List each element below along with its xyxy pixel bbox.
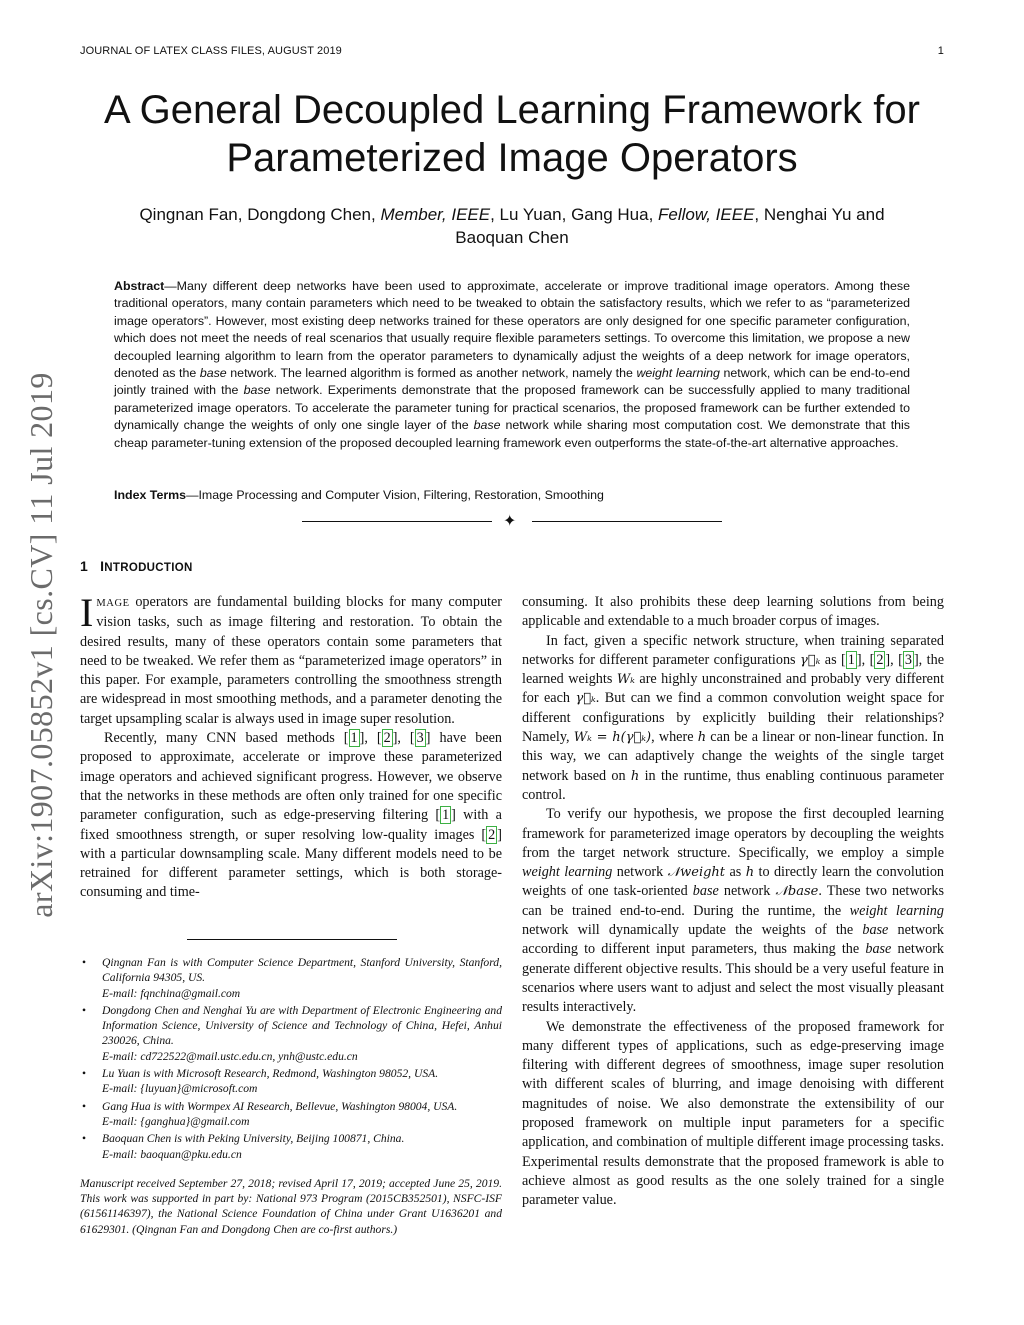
citation-link[interactable]: 1 xyxy=(350,730,358,747)
bullet-icon: • xyxy=(82,1132,87,1146)
right-text-3i: network generate different objective results. This should be a very useful feature in scenarios where users want to adjust and select the most visually pleasant results interactively. xyxy=(522,941,945,1016)
math-equation: Wₖ = h(γ⃗ₖ) xyxy=(573,730,652,746)
abstract-emph-3: base xyxy=(243,383,271,398)
left-paragraph-1 xyxy=(80,590,502,729)
abstract-emph-1: base xyxy=(199,366,227,381)
citation-link[interactable]: 3 xyxy=(416,730,424,747)
right-text-3h: network according to different input parameters, thus making the xyxy=(522,922,945,958)
right-text-2f: , where xyxy=(651,729,694,746)
divider-ornament: ✦ xyxy=(503,513,517,530)
affiliation-text: Qingnan Fan is with Computer Science Department, Stanford University, Stanford, California 94305, US. xyxy=(102,956,502,985)
math-n-weight: 𝒩weight xyxy=(667,865,726,881)
abstract xyxy=(114,278,910,452)
math-gamma-k: γ⃗ₖ xyxy=(575,691,596,707)
divider-rule-right xyxy=(532,521,722,522)
bullet-icon: • xyxy=(82,1067,87,1081)
math-wk: Wₖ xyxy=(616,672,635,688)
abstract-label: Abstract xyxy=(114,279,165,293)
right-text-2h: in the runtime, thus enabling continuous parameter control. xyxy=(522,767,944,803)
affiliation-list xyxy=(80,955,502,1162)
index-terms-label: Index Terms xyxy=(114,488,187,502)
affiliation-email: E-mail: {ganghua}@gmail.com xyxy=(102,1114,250,1128)
affiliation-email: E-mail: baoquan@pku.edu.cn xyxy=(102,1147,242,1161)
right-text-3g: network will dynamically update the weights of the xyxy=(522,922,854,939)
section-title-rest: NTRODUCTION xyxy=(104,562,193,574)
author-line-1 xyxy=(80,203,944,226)
math-n-base: 𝒩base xyxy=(775,884,819,900)
left-text-1: operators are fundamental building blocks for many computer vision tasks, such as image filtering and restoration. To obtain the desired results, many of these operators contain some parameters that need to be tweaked. We refer them as “parameterized image operators” in this paper. For example, parameters controlling the smoothness strength are widespread in most smoothing methods, and a parameter denoting the target upsampling scalar is always used in image super resolution. xyxy=(80,594,502,727)
right-text-2g: can be a linear or non-linear function. In this way, we can adaptively change the weights of the single target network based on xyxy=(522,729,945,784)
left-text-2a: Recently, many CNN based methods xyxy=(104,730,335,747)
emph-base: base xyxy=(862,922,889,939)
author-list xyxy=(80,203,944,249)
abstract-emph-2: weight learning xyxy=(636,366,720,381)
citation-link[interactable]: 2 xyxy=(383,730,391,747)
left-paragraph-2: Recently, many CNN based methods [ 1 ], [ 2 ], [ 3 ] have been proposed to approximate, accelerate or improve these parameterized image operators and achieved significant progress. However, we observe that the networks in these methods are often only trained for one specific parameter configuration, such as edge-preserving filtering [ 1 ] with a fixed smoothness strength, or super resolving low-quality images [ 2 ] with a particular downsampling scale. Many different models need to be retrained for different parameter settings, which is both storage-consuming and time- xyxy=(80,730,503,901)
emph-base: base xyxy=(692,883,719,900)
affiliation-item xyxy=(80,1066,502,1097)
affiliation-text: Baoquan Chen is with Peking University, Beijing 100871, China. xyxy=(102,1132,405,1146)
left-text-2c: with a fixed smoothness strength, or super resolving low-quality images xyxy=(80,807,502,843)
bullet-icon: • xyxy=(82,1099,87,1113)
right-text-3f: . These two networks can be trained end-to-end. During the runtime, the xyxy=(522,883,945,919)
section-title-initial: I xyxy=(100,558,105,574)
abstract-emph-4: base xyxy=(473,418,501,433)
affiliation-email: E-mail: {luyuan}@microsoft.com xyxy=(102,1082,258,1096)
affiliation-text: Dongdong Chen and Nenghai Yu are with Department of Electronic Engineering and Information Science, University of Science and Technology of China, Hefei, Anhui 230026, China. xyxy=(102,1003,502,1048)
bullet-icon: • xyxy=(82,1003,87,1017)
math-gamma-k: γ⃗ₖ xyxy=(800,652,821,668)
right-text-3e: network xyxy=(723,883,771,900)
affiliation-email: E-mail: fqnchina@gmail.com xyxy=(102,986,241,1000)
math-h: h xyxy=(697,730,707,746)
right-text-3b: network xyxy=(616,864,664,881)
author-rank-member: Member, IEEE xyxy=(380,205,491,224)
divider-rule-left xyxy=(302,521,492,522)
emph-base: base xyxy=(865,941,892,958)
bullet-icon: • xyxy=(82,956,87,969)
abstract-text-4: network. Experiments demonstrate that the proposed framework can be successfully applied to many traditional parameterized image operators. To accelerate the parameter tuning for practical scenarios, the proposed framework can be further extended to dynamically change the weights of only one single layer of the xyxy=(114,383,910,433)
abstract-text-2: network. The learned algorithm is formed as another network, namely the xyxy=(230,366,633,381)
affiliation-text: Gang Hua is with Wormpex AI Research, Bellevue, Washington 98004, USA. xyxy=(102,1099,458,1113)
right-paragraph-1: consuming. It also prohibits these deep learning solutions from being applicable and extendable to a much broader corpus of images. xyxy=(522,594,944,630)
citation-link[interactable]: 3 xyxy=(904,651,912,668)
title-line-1: A General Decoupled Learning Framework for xyxy=(104,88,920,132)
math-h: h xyxy=(630,768,640,784)
right-text-3c: as xyxy=(729,864,742,881)
left-column xyxy=(80,590,503,903)
math-h: h xyxy=(745,865,755,881)
affiliation-item xyxy=(80,1131,502,1162)
citation-link[interactable]: 2 xyxy=(876,651,884,668)
manuscript-note: Manuscript received September 27, 2018; revised April 17, 2019; accepted June 25, 2019. This work was supported in part by: National 973 Program (2015CB352501), NSFC-ISF (61561146397), the National Science Foundation of China under Grant U1636201 and 61629301. (Qingnan Fan and Dongdong Chen are co-first authors.) xyxy=(80,1176,502,1236)
footnote-rule xyxy=(187,939,397,940)
emph-weight-learning: weight learning xyxy=(849,902,944,919)
index-terms-text: —Image Processing and Computer Vision, Filtering, Restoration, Smoothing xyxy=(186,488,604,502)
journal-name: JOURNAL OF LATEX CLASS FILES, AUGUST 2019 xyxy=(80,45,342,57)
right-text-2a: In fact, given a specific network structure, when training separated networks for different parameter configurations xyxy=(522,632,944,668)
citation-link[interactable]: 1 xyxy=(442,807,450,824)
author-names-3: , Nenghai Yu and xyxy=(754,205,885,224)
right-paragraph-2: In fact, given a specific network structure, when training separated networks for different parameter configurations γ⃗ₖ as [ 1 ], [ 2 ], [ 3 ], the learned weights Wₖ are highly unconstrained and probably very different for each γ⃗ₖ. But can we find a common convolution weight space for different configurations by explicitly building their relationships? Namely, Wₖ = h(γ⃗ₖ), where h can be a linear or non-linear function. In this way, we can adaptively change the weights of the single target network based on h in the runtime, thus enabling continuous parameter control. xyxy=(522,632,945,803)
author-rank-fellow: Fellow, IEEE xyxy=(658,205,755,224)
author-names-2: , Lu Yuan, Gang Hua, xyxy=(490,205,654,224)
right-text-2d: are highly unconstrained and probably very different for each xyxy=(522,671,945,707)
abstract-text-1: —Many different deep networks have been used to approximate, accelerate or improve traditional image operators. Among these traditional operators, many contain parameters which need to be tweaked to obtain the satisfactory results, which we refer to as “parameterized image operators”. However, most existing deep networks trained for these operators are only designed for one specific parameter configuration, which does not meet the needs of real scenarios that usually require flexible parameters settings. To overcome this limitation, we propose a new decoupled learning algorithm to learn from the operator parameters to dynamically adjust the weights of a deep network for image operators, denoted as the xyxy=(114,279,910,381)
title-line-2: Parameterized Image Operators xyxy=(226,136,798,180)
emph-weight-learning: weight learning xyxy=(522,864,613,881)
affiliation-text: Lu Yuan is with Microsoft Research, Redmond, Washington 98052, USA. xyxy=(102,1067,439,1081)
footnotes xyxy=(80,955,502,1237)
paper-title xyxy=(80,86,944,182)
right-paragraph-4: We demonstrate the effectiveness of the proposed framework for many different types of applications, such as edge-preserving image filtering with different degrees of smoothness, image super resolution with different scales of blurring, and image denoising with different magnitudes of noise. We also demonstrate the extensibility of our proposed framework on multiple input parameters for a specific application, and combination of multiple different image processing tasks. Experimental results demonstrate that the proposed framework is able to achieve almost as good results as the one solely trained for a single parameter value. xyxy=(522,1018,944,1209)
smallcaps-word: MAGE xyxy=(96,598,130,609)
arxiv-stamp: arXiv:1907.05852v1 [cs.CV] 11 Jul 2019 xyxy=(23,372,59,918)
right-text-3d: to directly learn the convolution weights of one task-oriented xyxy=(522,864,945,900)
section-number: 1 xyxy=(80,558,89,574)
right-text-3a: To verify our hypothesis, we propose the first decoupled learning framework for parameterized image operators by decoupling the weights from the target network structure. Specifically, we employ a simple xyxy=(522,806,944,861)
affiliation-email: E-mail: cd722522@mail.ustc.edu.cn, ynh@ustc.edu.cn xyxy=(102,1049,358,1063)
section-heading xyxy=(80,558,193,574)
citation-link[interactable]: 1 xyxy=(847,651,855,668)
section-divider xyxy=(302,512,722,532)
abstract-text-3: network, which can be end-to-end jointly trained with the xyxy=(114,366,910,398)
drop-cap: I xyxy=(80,590,94,635)
author-line-2: Baoquan Chen xyxy=(455,228,569,247)
right-column xyxy=(522,593,944,1211)
index-terms xyxy=(114,487,910,504)
affiliation-item xyxy=(80,1099,502,1130)
left-text-2d: with a particular downsampling scale. Many different models need to be retrained for different parameter settings, which is both storage-consuming and time- xyxy=(80,845,502,901)
running-header xyxy=(80,45,944,57)
page-number: 1 xyxy=(937,45,944,57)
right-text-2c: , the learned weights xyxy=(522,651,944,688)
right-text-2e: . But can we find a common convolution weight space for different configurations by explicitly building their relationships? Namely, xyxy=(522,690,944,746)
author-names-1: Qingnan Fan, Dongdong Chen, xyxy=(139,205,376,224)
right-paragraph-3 xyxy=(522,805,944,1017)
affiliation-item xyxy=(80,955,502,1001)
citation-link[interactable]: 2 xyxy=(488,826,496,843)
affiliation-item xyxy=(80,1003,502,1064)
abstract-text-5: network while sharing most computation cost. We demonstrate that this cheap parameter-tuning extension of the proposed decoupled learning framework even outperforms the state-of-the-art alternative approaches. xyxy=(114,418,910,450)
right-text-2b: as xyxy=(824,651,837,668)
left-text-2b: have been proposed to approximate, accelerate or improve these parameterized image operators and achieved significant progress. However, we observe that the networks in these methods are often only trained for one specific parameter configuration, such as edge-preserving filtering xyxy=(80,730,503,824)
